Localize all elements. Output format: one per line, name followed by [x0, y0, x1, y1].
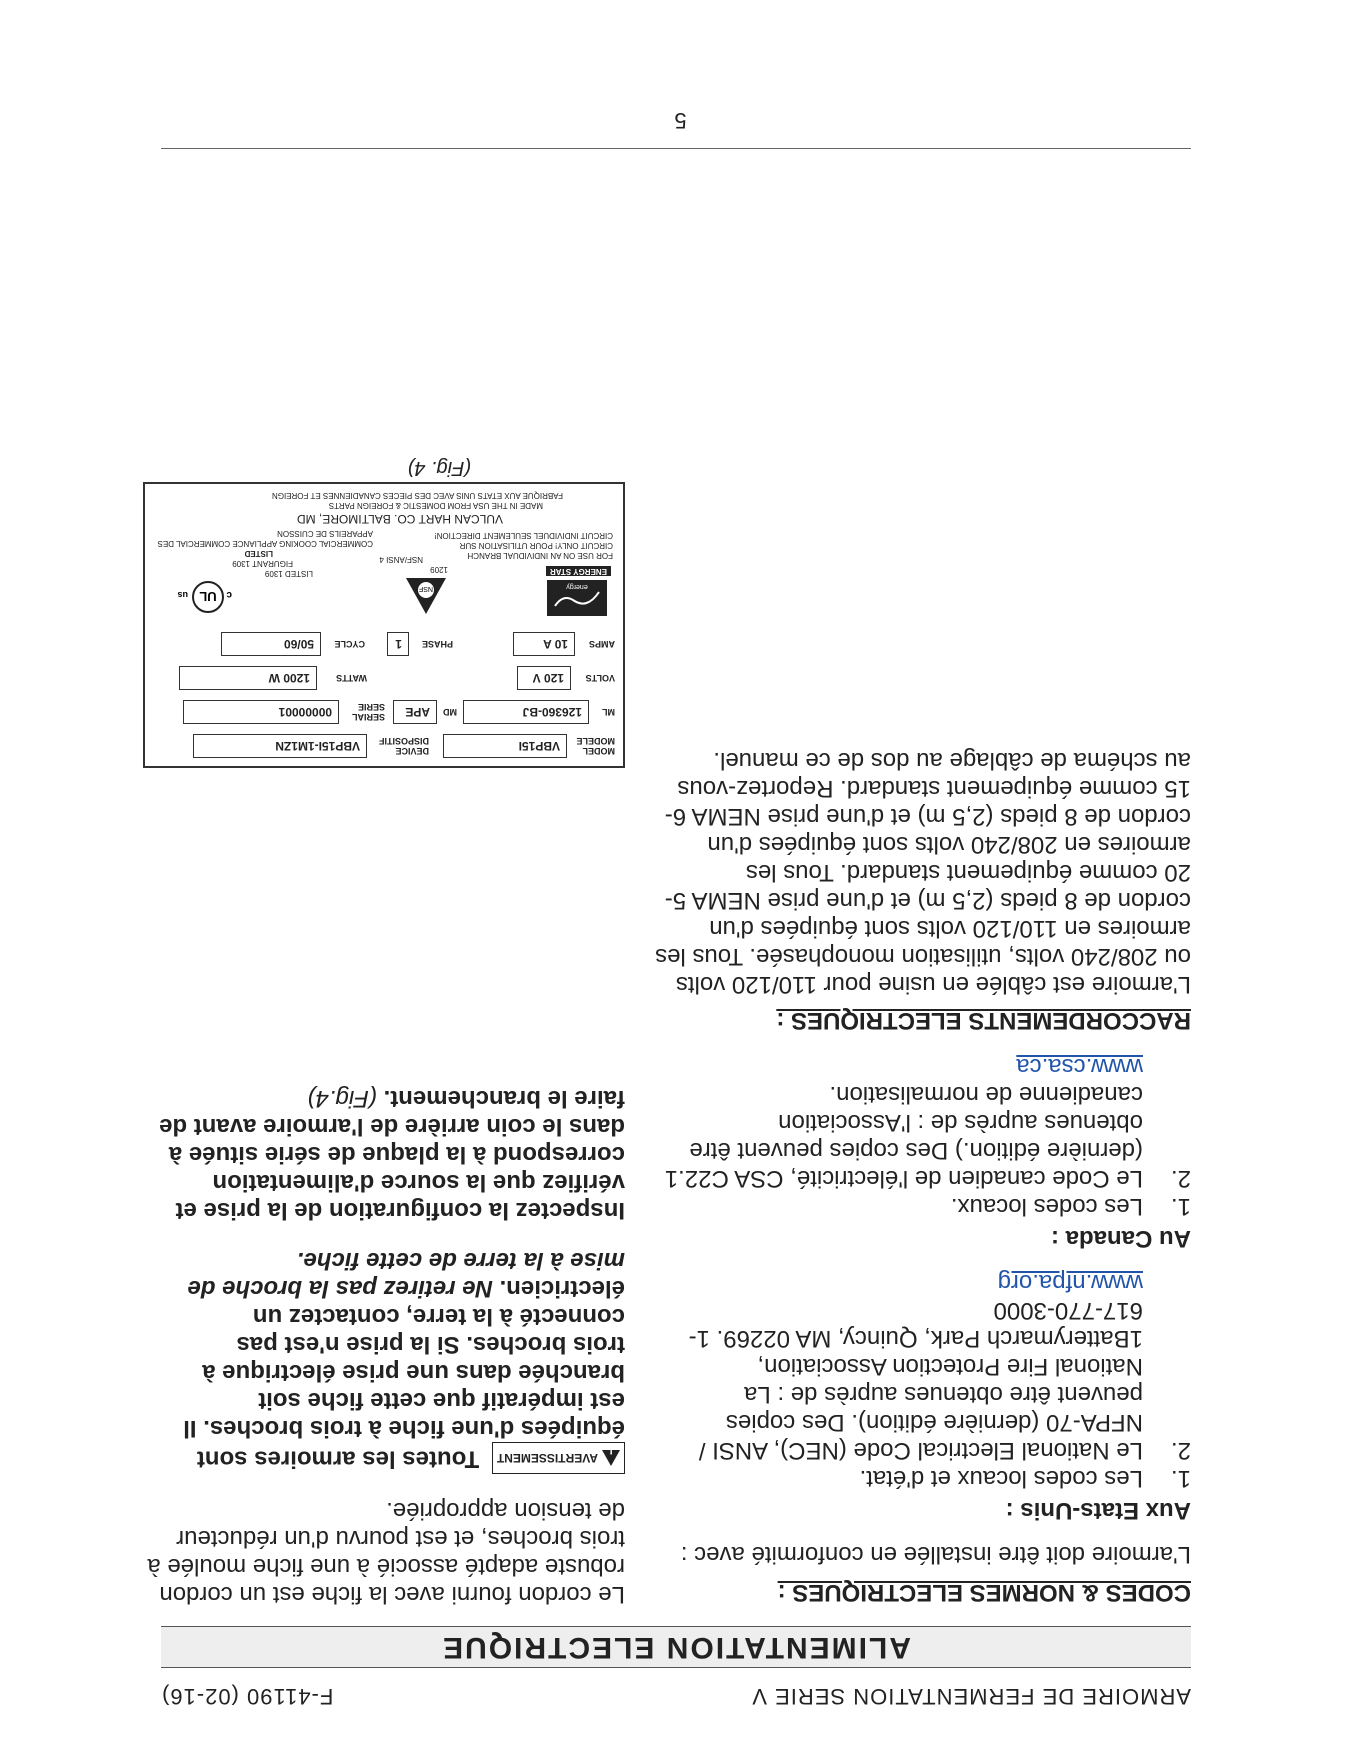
- cycle-value: 50/60: [221, 632, 321, 656]
- nsf-logo: [404, 573, 448, 616]
- codes-heading: CODES & NORMES ELECTRIQUES :: [777, 1579, 1191, 1606]
- volts-value: 120 V: [517, 666, 571, 690]
- svg-text:NSF: NSF: [419, 585, 433, 592]
- doc-code: F-41190 (02-16): [161, 1684, 334, 1709]
- ml-value: 126360-BJ: [463, 700, 589, 724]
- energy-star-label: ENERGY STAR: [546, 566, 611, 576]
- md-value: APE: [393, 700, 437, 724]
- us-item: 2. Le National Electrical Code (NEC), ANSI / NFPA-70 (dernière édition). Des copies peuvent être obtenues auprès de : La National Fire Protection Association, 1Batterymarch Park, Quincy, MA 02269. 1-617-770-3000: [688, 1297, 1191, 1464]
- ca-item: 2. Le Code canadien de l'électricité, CSA C22.1 (dernière édition.) Des copies peuvent être obtenues auprès de : l'Association canadienne de normalisation.: [664, 1081, 1191, 1192]
- doc-title: ARMOIRE DE FERMENTATION SERIE V: [751, 1684, 1191, 1709]
- warning-text: ! AVERTISSEMENT Toutes les armoires sont équipées d'une fiche à trois broches. Il est impératif que cette fiche soit branchée dans une prise électrique à trois broches. Si la prise n'est pas connecté à la terre, contactez un électricien. Ne retirez pas la broche de mise à la terre de cette fiche.: [183, 1247, 625, 1473]
- svg-text:c: c: [226, 589, 232, 600]
- svg-text:energy: energy: [566, 583, 588, 590]
- codes-intro: L'armoire doit être installée en conformité avec :: [680, 1541, 1191, 1568]
- ca-item: 1. Les codes locaux.: [950, 1193, 1191, 1220]
- ca-heading: Au Canada :: [1050, 1225, 1191, 1252]
- section-banner: ALIMENTATION ELECTRIQUE: [161, 1626, 1191, 1668]
- us-heading: Aux Etats-Unis :: [1005, 1497, 1191, 1524]
- svg-text:UL: UL: [199, 589, 217, 604]
- left-column: [651, 746, 1191, 1606]
- right-column: [147, 1084, 625, 1606]
- page-number: 5: [674, 108, 687, 133]
- raccordements-heading: RACCORDEMENTS ELECTRIQUES :: [776, 1007, 1191, 1034]
- phase-value: 1: [387, 632, 409, 656]
- warning-triangle-icon: !: [602, 1450, 620, 1466]
- raccordements-text: L'armoire est câblée en usine pour 110/120 volts ou 208/240 volts, utilisation monophasée. Tous les armoires en 110/120 volts sont équipées d'un cordon de 8 pieds (2,5 m) et d'une prise NEMA 5-20 comme équipement standard. Tous les armoires en 208/240 volts sont équipées d'un cordon de 8 pieds (2,5 m) et d'une prise NEMA 6-15 comme équipement standard. Reportez-vous au schéma de câblage au dos de ce manuel.: [655, 747, 1191, 998]
- model-value: VBP15I: [443, 734, 567, 758]
- watts-value: 1200 W: [179, 666, 317, 690]
- ul-logo: [168, 577, 238, 614]
- energy-star-logo: [566, 580, 607, 616]
- nfpa-link[interactable]: www.nfpa.org: [997, 1269, 1143, 1296]
- us-item: 1. Les codes locaux et d'état.: [859, 1465, 1191, 1492]
- serial-value: 00000001: [183, 700, 339, 724]
- cord-text: Le cordon fourni avec la fiche est un cordon robuste adapté associé à une fiche moulée à trois broches, et est pourvu d'un réducteur de tension appropriée.: [147, 1497, 625, 1608]
- device-value: VBP15I-1M1ZN: [193, 734, 367, 758]
- amps-value: 10 A: [513, 632, 575, 656]
- serial-data-plate: MODEL MODELE VBP15I DEVICE DISPOSITIF VBP15I-1M1ZN ML 126360-BJ MD APE SERIAL SERIE 00000001 VOLTS 120 V WATTS 1200 W AMPS 10 A PHASE 1 CYCLE 50/60 energy ENERGY STAR NSF 1209 NSF/ANSI 4 UL c us LISTED 1309 FIGURANT 1309 LISTED FOR USE ON AN INDIVIDUAL BRANCH CIRCUIT ONLY! POUR UTILISATION SUR CIRCUIT INDIVIDUEL SEULEMENT DIRECTION! COMMERCIAL COOKING APPLIANCE COMMERCIAL DES APPAREILS DE CUISSON VULCAN HART CO. BALTIMORE, MD MADE IN THE USA FROM DOMESTIC & FOREIGN PARTS FABRIQUE AUX ETATS UNIS AVEC DES PIECES CANADIENNES ET FOREIGN: [143, 482, 625, 768]
- inspect-text: Inspectez la configuration de la prise et vérifiez que la source d'alimentation correspond à la plaque de série située à dans le coin arrière de l'armoire avant de faire le branchement. (Fig.4): [159, 1085, 625, 1224]
- maker-name: VULCAN HART CO. BALTIMORE, MD: [296, 512, 503, 526]
- footer-rule: [161, 148, 1191, 149]
- warning-italic: Ne retirez pas la broche de mise à la terre de cette fiche.: [187, 1247, 625, 1302]
- warning-badge: ! AVERTISSEMENT: [492, 1442, 625, 1474]
- csa-link[interactable]: www.csa.ca: [1016, 1053, 1143, 1080]
- svg-text:us: us: [177, 590, 188, 600]
- figure-caption: (Fig. 4): [407, 457, 471, 479]
